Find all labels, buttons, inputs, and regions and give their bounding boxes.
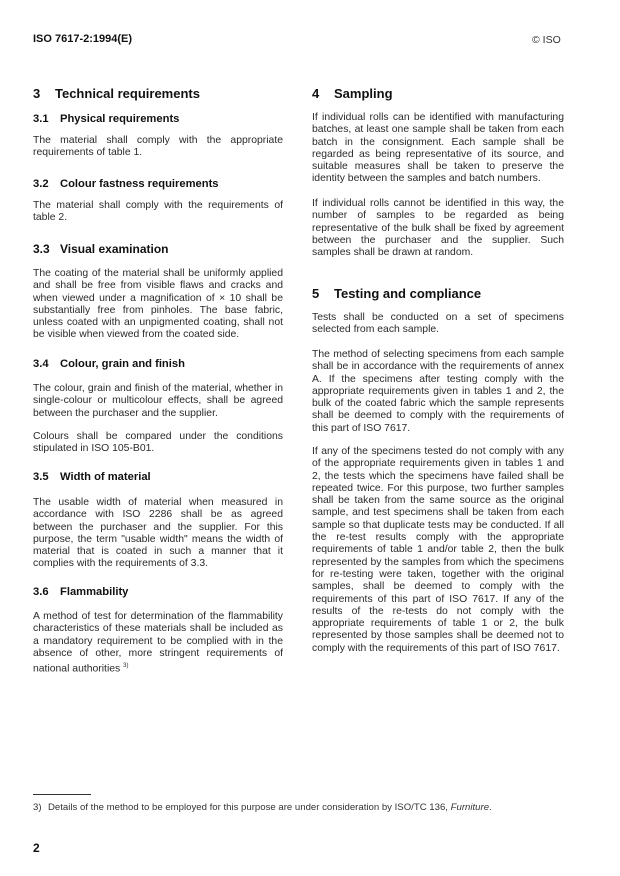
section-heading: 5 Testing and compliance (312, 286, 482, 301)
copyright-label: © ISO (532, 34, 561, 46)
paragraph: The colour, grain and finish of the material, whether in single-colour or multicolour effects, shall be agreed between the purchaser and the supplier. (33, 383, 283, 419)
subsection-heading: 3.5 Width of material (33, 471, 151, 483)
paragraph: Tests shall be conducted on a set of specimens selected from each sample. (312, 312, 564, 336)
paragraph: If any of the specimens tested do not comply with any of the appropriate requirements given in tables 1 and 2, the tests which the specimens have failed shall be repeated twice. For this purpose, two further samples shall be taken from the same source as the original sample, and test specimens shall be taken from each sample so that duplicate tests may be conducted. If all the re-test results comply with the appropriate requirements of table 1 and/or table 2, then the bulk represented by the samples from which the specimens for re-testing were taken, together with the original samples, shall be deemed to comply with the requirements of this part of ISO 7617. If any of the results of the re-tests do not comply with the appropriate requirements of table 1 or 2, the bulk represented by those samples shall be deemed not to comply with the requirements of this part of ISO 7617. (312, 446, 564, 654)
section-heading: 3 Technical requirements (33, 86, 200, 101)
paragraph: If individual rolls cannot be identified in this way, the number of samples to be regarded as being representative of the bulk shall be fixed by agreement between the purchaser and the supplier. Such samples shall be drawn at random. (312, 198, 564, 259)
paragraph: The usable width of material when measured in accordance with ISO 2286 shall be as agreed between the purchaser and the supplier. For this purpose, the term "usable width" means the width of material that is coated in such a manner that it complies with the requirements of 3.3. (33, 497, 283, 570)
document-id: ISO 7617-2:1994(E) (33, 33, 133, 45)
subsection-heading: 3.3 Visual examination (33, 242, 169, 256)
footnote-separator (33, 794, 91, 795)
paragraph: A method of test for determination of the flammability characteristics of these materials shall be included as a mandatory requirement to be complied with in the absence of other, more stringent requirements of national authorities $^{3)}$ (33, 611, 283, 675)
paragraph: If individual rolls can be identified with manufacturing batches, at least one sample shall be taken from each batch in the consignment. Each sample shall be regarded as being representative of its source, and suitable measures shall be taken to preserve the identity between the samples and batch numbers. (312, 112, 564, 185)
page-number: 2 (33, 841, 40, 855)
subsection-heading: 3.2 Colour fastness requirements (33, 178, 219, 190)
paragraph: The material shall comply with the requirements of table 2. (33, 200, 283, 224)
paragraph: Colours shall be compared under the conditions stipulated in ISO 105-B01. (33, 431, 283, 455)
footnote-reference[interactable]: 3) (123, 663, 129, 670)
subsection-heading: 3.4 Colour, grain and finish (33, 358, 185, 370)
subsection-heading: 3.6 Flammability (33, 586, 129, 598)
paragraph: The material shall comply with the appropriate requirements of table 1. (33, 135, 283, 159)
subsection-heading: 3.1 Physical requirements (33, 113, 180, 125)
footnote: 3) Details of the method to be employed for this purpose are under consideration by ISO/TC 136, Furniture. (33, 802, 492, 813)
paragraph: The coating of the material shall be uniformly applied and shall be free from visible flaws and cracks and when viewed under a magnification of × 10 shall be substantially free from pinholes. The base fabric, unless coated with an unpigmented coating, shall not be visible when viewed from the coated side. (33, 268, 283, 341)
section-heading: 4 Sampling (312, 86, 393, 101)
paragraph: The method of selecting specimens from each sample shall be in accordance with the requirements of annex A. If the specimens after testing comply with the appropriate requirements given in tables 1 and 2, the bulk of the coated fabric which the sample represents shall be deemed to comply with the requirements of this part of ISO 7617. (312, 349, 564, 434)
